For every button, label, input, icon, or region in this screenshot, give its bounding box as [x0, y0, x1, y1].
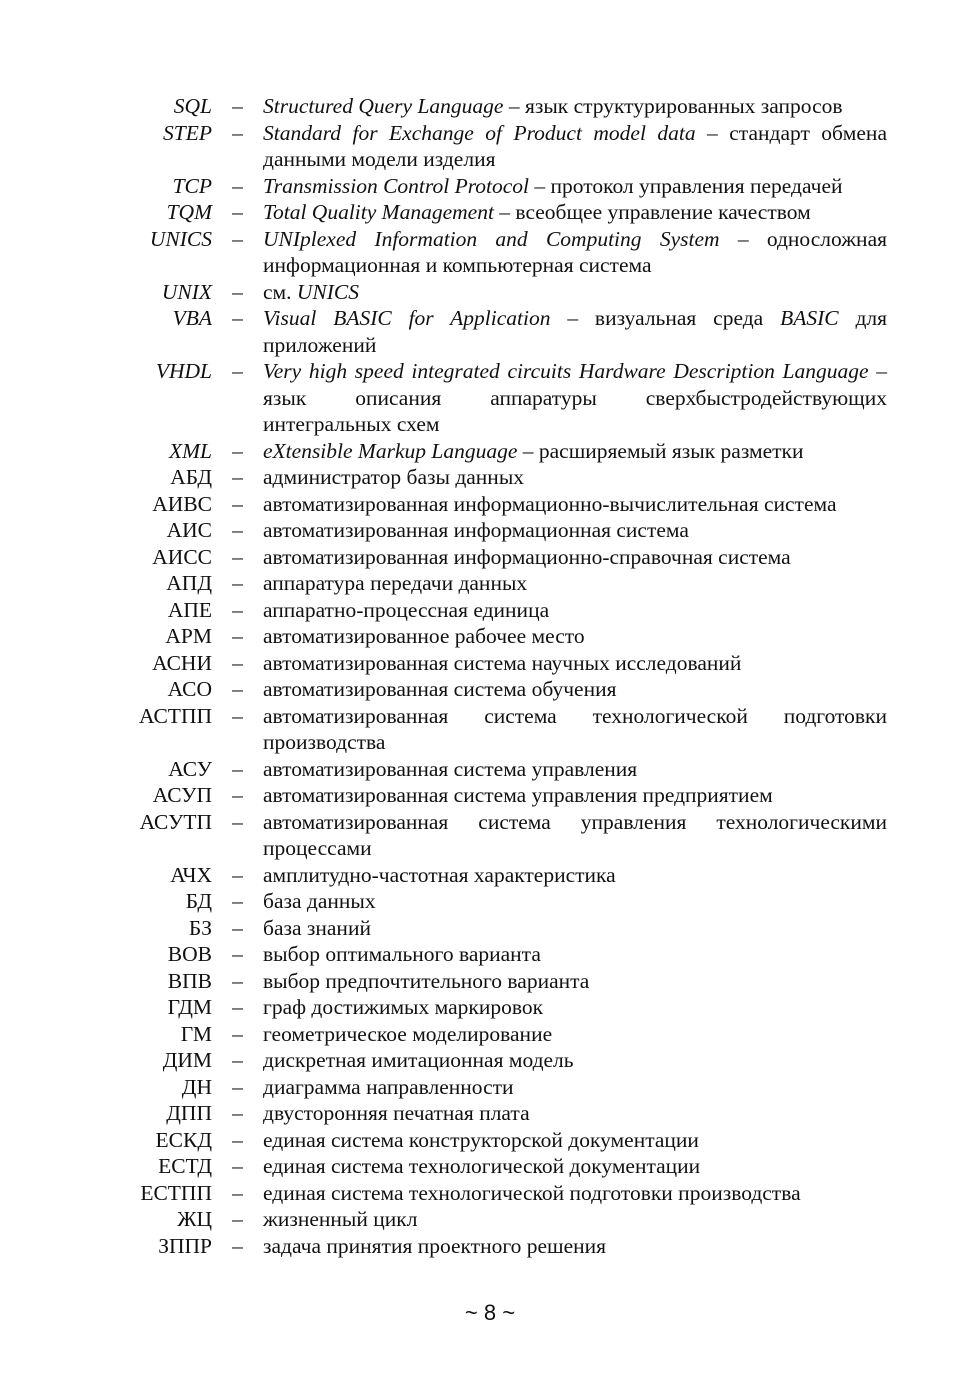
entry-dash: –: [232, 491, 243, 516]
definition-text: выбор предпочтительного варианта: [263, 968, 590, 993]
abbreviation-definition: [263, 1206, 887, 1233]
entry-dash: –: [232, 279, 243, 304]
definition-text: – стандарт обмена данными модели изделия: [263, 120, 887, 171]
abbreviation-term: TQM: [166, 200, 212, 224]
abbreviation-term: ДН: [181, 1074, 212, 1099]
entry-dash: –: [232, 597, 243, 622]
abbreviation-definition: [263, 570, 887, 597]
abbreviation-term: АСУП: [152, 783, 212, 807]
abbreviation-definition: [263, 491, 887, 518]
abbreviation-term: ЕСТПП: [140, 1180, 212, 1205]
abbreviation-term: ЗППР: [158, 1233, 212, 1258]
entry-dash: –: [232, 1101, 243, 1125]
definition-text: для приложений: [263, 306, 888, 357]
abbreviation-entry: [0, 570, 980, 597]
definition-text: автоматизированное рабочее место: [263, 624, 585, 648]
entry-dash: –: [232, 173, 243, 198]
entry-dash: –: [232, 809, 243, 834]
abbreviation-definition: [263, 862, 887, 889]
abbreviation-definition: [263, 1100, 887, 1127]
abbreviation-term: ЖЦ: [177, 1207, 212, 1231]
abbreviation-entry: [0, 173, 980, 200]
abbreviation-definition: [263, 994, 887, 1021]
entry-dash: –: [232, 1048, 243, 1072]
definition-text: – язык структурированных запросов: [503, 94, 843, 118]
abbreviation-definition: [263, 544, 887, 571]
abbreviation-entry: [0, 438, 980, 465]
abbreviation-entry: [0, 1206, 980, 1233]
definition-text: диаграмма направленности: [263, 1074, 514, 1099]
definition-text: – протокол управления передачей: [529, 173, 843, 198]
abbreviation-definition: [263, 1021, 887, 1048]
abbreviation-entry: [0, 358, 980, 438]
abbreviation-definition: [263, 438, 887, 465]
abbreviation-entry: [0, 491, 980, 518]
entry-dash: –: [232, 359, 243, 383]
definition-text: выбор оптимального варианта: [263, 942, 541, 966]
abbreviation-term: ЕСКД: [155, 1127, 212, 1152]
definition-text: UNICS: [296, 279, 360, 304]
abbreviation-entry: [0, 888, 980, 915]
abbreviation-entry: [0, 1180, 980, 1207]
abbreviation-term: SQL: [173, 94, 212, 118]
definition-text: жизненный цикл: [263, 1207, 418, 1231]
abbreviation-entry: [0, 1127, 980, 1154]
entry-dash: –: [232, 624, 243, 648]
entry-dash: –: [232, 120, 243, 145]
abbreviation-entry: [0, 782, 980, 809]
definition-text: единая система технологической подготовки производства: [263, 1180, 801, 1205]
abbreviation-definition: [263, 597, 887, 624]
definition-text: аппаратно-процессная единица: [263, 597, 550, 622]
definition-text: дискретная имитационная модель: [263, 1048, 574, 1072]
abbreviation-entry: [0, 1047, 980, 1074]
definition-text: eXtensible Markup Language: [263, 438, 518, 463]
entry-dash: –: [232, 544, 243, 569]
abbreviation-term: ГДМ: [167, 995, 212, 1019]
abbreviation-definition: [263, 358, 887, 438]
entry-dash: –: [232, 915, 243, 940]
abbreviation-definition: [263, 756, 887, 783]
abbreviation-entry: [0, 305, 980, 358]
definition-text: – язык описания аппаратуры сверхбыстродействующих интегральных схем: [263, 359, 887, 436]
abbreviation-entry: [0, 544, 980, 571]
entry-dash: –: [232, 518, 243, 542]
entry-dash: –: [232, 438, 243, 463]
abbreviation-term: АИС: [166, 518, 212, 542]
entry-dash: –: [232, 968, 243, 993]
definition-text: единая система конструкторской документации: [263, 1127, 699, 1152]
entry-dash: –: [232, 200, 243, 224]
abbreviation-term: ДПП: [166, 1101, 212, 1125]
definition-text: автоматизированная система управления технологическими процессами: [263, 809, 887, 860]
page-number: ~ 8 ~: [464, 1300, 516, 1325]
abbreviation-term: АИВС: [152, 491, 212, 516]
definition-text: двусторонняя печатная плата: [263, 1101, 530, 1125]
abbreviation-entry: [0, 1074, 980, 1101]
abbreviation-entry: [0, 623, 980, 650]
definition-text: Visual BASIC for Application: [263, 306, 551, 330]
abbreviation-entry: [0, 199, 980, 226]
definition-text: – расширяемый язык разметки: [517, 438, 804, 463]
abbreviation-definition: [263, 1233, 887, 1260]
abbreviation-term: АЧХ: [170, 862, 212, 887]
definition-text: UNIplexed Information and Computing System: [263, 226, 720, 251]
definition-text: задача принятия проектного решения: [263, 1233, 607, 1258]
abbreviation-term: VBA: [172, 306, 212, 330]
entry-dash: –: [232, 226, 243, 251]
abbreviation-definition: [263, 1153, 887, 1180]
abbreviation-definition: [263, 464, 887, 491]
abbreviation-term: ДИМ: [162, 1048, 212, 1072]
abbreviation-entry: [0, 915, 980, 942]
entry-dash: –: [232, 1154, 243, 1178]
abbreviation-definition: [263, 888, 887, 915]
abbreviation-definition: [263, 305, 887, 358]
abbreviation-term: АСУТП: [139, 809, 212, 834]
entry-dash: –: [232, 306, 243, 330]
abbreviation-definition: [263, 517, 887, 544]
definition-text: Standard for Exchange of Product model data: [263, 120, 696, 145]
abbreviation-definition: [263, 915, 887, 942]
entry-dash: –: [232, 756, 243, 781]
abbreviation-definition: [263, 809, 887, 862]
abbreviation-term: АСТПП: [139, 703, 212, 728]
abbreviation-definition: [263, 703, 887, 756]
abbreviation-entry: [0, 1233, 980, 1260]
abbreviation-entry: [0, 1021, 980, 1048]
definition-text: автоматизированная система обучения: [263, 677, 617, 701]
abbreviation-entry: [0, 120, 980, 173]
entry-dash: –: [232, 942, 243, 966]
abbreviation-definition: [263, 120, 887, 173]
abbreviation-entry: [0, 279, 980, 306]
abbreviation-definition: [263, 623, 887, 650]
abbreviation-entry: [0, 517, 980, 544]
definition-text: автоматизированная информационная система: [263, 518, 689, 542]
definition-text: амплитудно-частотная характеристика: [263, 862, 616, 887]
abbreviation-definition: [263, 650, 887, 677]
definition-text: – всеобщее управление качеством: [493, 200, 811, 224]
abbreviation-definition: [263, 93, 887, 120]
abbreviation-entry: [0, 1153, 980, 1180]
definition-text: см.: [263, 279, 297, 304]
definition-text: база данных: [263, 889, 376, 913]
abbreviation-entry: [0, 226, 980, 279]
abbreviation-list: [0, 93, 980, 1259]
abbreviation-definition: [263, 1074, 887, 1101]
definition-text: единая система технологической документации: [263, 1154, 701, 1178]
abbreviation-term: STEP: [163, 120, 212, 145]
entry-dash: –: [232, 1180, 243, 1205]
abbreviation-term: UNIX: [161, 279, 212, 304]
abbreviation-definition: [263, 1047, 887, 1074]
definition-text: Total Quality Management: [263, 200, 494, 224]
abbreviation-definition: [263, 676, 887, 703]
abbreviation-definition: [263, 279, 887, 306]
abbreviation-entry: [0, 756, 980, 783]
definition-text: база знаний: [263, 915, 371, 940]
definition-text: BASIC: [780, 306, 839, 330]
abbreviation-entry: [0, 597, 980, 624]
abbreviation-term: АБД: [170, 465, 212, 489]
definition-text: автоматизированная информационно-справочная система: [263, 544, 791, 569]
abbreviation-term: UNICS: [149, 226, 212, 251]
entry-dash: –: [232, 650, 243, 675]
definition-text: автоматизированная система технологической подготовки производства: [263, 703, 887, 754]
abbreviation-term: БЗ: [188, 915, 212, 940]
abbreviation-term: АПЕ: [167, 597, 212, 622]
definition-text: автоматизированная информационно-вычислительная система: [263, 491, 837, 516]
entry-dash: –: [232, 703, 243, 728]
abbreviation-term: XML: [169, 438, 212, 463]
abbreviation-term: АПД: [166, 571, 212, 595]
abbreviation-entry: [0, 994, 980, 1021]
abbreviation-term: TCP: [172, 173, 212, 198]
abbreviation-definition: [263, 1127, 887, 1154]
definition-text: Very high speed integrated circuits Hardware Description Language: [263, 359, 869, 383]
abbreviation-entry: [0, 93, 980, 120]
abbreviation-entry: [0, 968, 980, 995]
abbreviation-definition: [263, 941, 887, 968]
definition-text: автоматизированная система управления: [263, 756, 638, 781]
abbreviation-definition: [263, 226, 887, 279]
entry-dash: –: [232, 1207, 243, 1231]
entry-dash: –: [232, 94, 243, 118]
definition-text: Structured Query Language: [263, 94, 504, 118]
definition-text: аппаратура передачи данных: [263, 571, 528, 595]
abbreviation-term: АСНИ: [152, 650, 212, 675]
definition-text: автоматизированная система научных исследований: [263, 650, 742, 675]
entry-dash: –: [232, 995, 243, 1019]
entry-dash: –: [232, 1021, 243, 1046]
definition-text: Transmission Control Protocol: [263, 173, 530, 198]
entry-dash: –: [232, 465, 243, 489]
entry-dash: –: [232, 783, 243, 807]
definition-text: – односложная информационная и компьютерная система: [263, 226, 887, 277]
entry-dash: –: [232, 677, 243, 701]
abbreviation-entry: [0, 809, 980, 862]
abbreviation-definition: [263, 199, 887, 226]
abbreviation-definition: [263, 968, 887, 995]
abbreviation-definition: [263, 782, 887, 809]
abbreviation-term: ЕСТД: [158, 1154, 212, 1178]
definition-text: геометрическое моделирование: [263, 1021, 553, 1046]
definition-text: автоматизированная система управления предприятием: [263, 783, 773, 807]
abbreviation-term: ВПВ: [167, 968, 212, 993]
abbreviation-entry: [0, 1100, 980, 1127]
abbreviation-term: АСО: [167, 677, 212, 701]
abbreviation-term: АИСС: [152, 544, 212, 569]
abbreviation-term: АРМ: [165, 624, 212, 648]
abbreviation-term: ГМ: [180, 1021, 212, 1046]
abbreviation-entry: [0, 703, 980, 756]
abbreviation-term: ВОВ: [167, 942, 212, 966]
abbreviation-definition: [263, 173, 887, 200]
definition-text: администратор базы данных: [263, 465, 525, 489]
abbreviation-entry: [0, 650, 980, 677]
definition-text: – визуальная среда: [550, 306, 781, 330]
entry-dash: –: [232, 1127, 243, 1152]
abbreviation-entry: [0, 941, 980, 968]
abbreviation-term: АСУ: [168, 756, 212, 781]
entry-dash: –: [232, 889, 243, 913]
entry-dash: –: [232, 571, 243, 595]
abbreviation-entry: [0, 676, 980, 703]
definition-text: граф достижимых маркировок: [263, 995, 544, 1019]
abbreviation-term: VHDL: [155, 359, 212, 383]
abbreviation-entry: [0, 464, 980, 491]
abbreviation-term: БД: [185, 889, 212, 913]
abbreviation-entry: [0, 862, 980, 889]
entry-dash: –: [232, 862, 243, 887]
entry-dash: –: [232, 1233, 243, 1258]
abbreviation-definition: [263, 1180, 887, 1207]
entry-dash: –: [232, 1074, 243, 1099]
